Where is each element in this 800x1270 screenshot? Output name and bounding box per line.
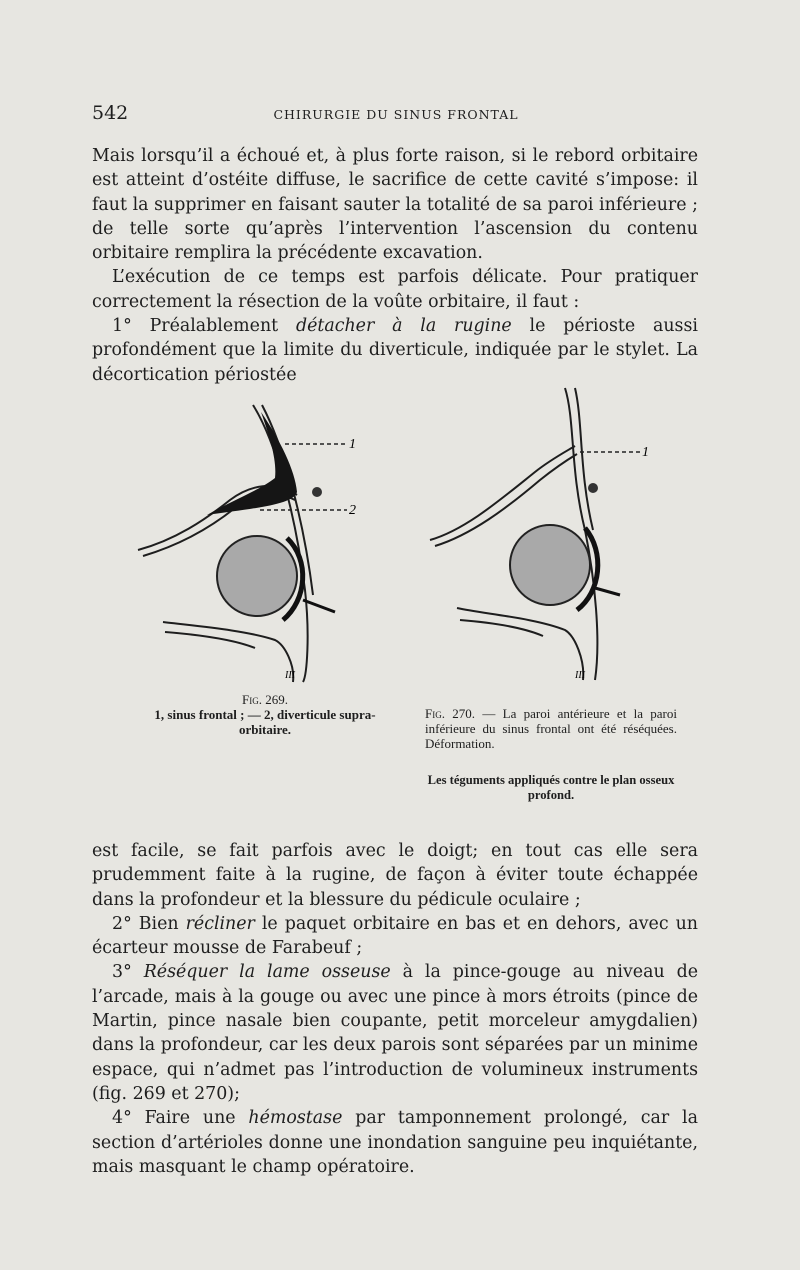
figure-label-1: 1 <box>349 437 356 452</box>
text-run: par tamponnement prolongé, car la section d’artérioles donne une inondation sanguine peu inquiétante, mais masquant le champ opératoire. <box>92 1108 698 1177</box>
figure-label-1: 1 <box>642 445 649 460</box>
paragraph: est facile, se fait parfois avec le doigt; en tout cas elle sera prudemment faite à la rugine, de façon à éviter toute échappée dans la profondeur et la blessure du pédicule oculaire ; <box>92 841 698 910</box>
emphasis-text: Réséquer la lame osseuse <box>143 962 391 983</box>
figure-269-caption <box>140 692 390 737</box>
text-run: 2° Bien <box>112 913 186 934</box>
caption-title: Fig. 269. <box>242 692 288 707</box>
paragraph: L’exécution de ce temps est parfois délicate. Pour pratiquer correctement la résection de la voûte orbitaire, il faut : <box>92 267 698 312</box>
text-run: le périoste aussi profondément que la limite du diverticule, indiquée par le stylet. La décortication périostée <box>92 316 698 385</box>
figure-270-illustration <box>425 380 660 690</box>
figure-270-caption-note: Les téguments appliqués contre le plan osseux profond. <box>427 773 675 802</box>
paragraph <box>92 314 698 387</box>
paragraph <box>92 912 698 961</box>
figure-label-roman: III <box>575 670 585 681</box>
figure-269-illustration <box>135 400 375 690</box>
text-run: 1° Préalablement <box>112 316 296 337</box>
page-header <box>92 102 700 128</box>
figure-269 <box>135 400 375 690</box>
paragraph: Mais lorsqu’il a échoué et, à plus forte raison, si le rebord orbitaire est atteint d’ostéite diffuse, le sacrifice de cette cavité s’impose: il faut la supprimer en faisant sauter la totalité de sa paroi inférieure ; de telle sorte qu’après l’intervention l’ascension du contenu orbitaire remplira la précédente excavation. <box>92 146 698 264</box>
body-text-bottom <box>92 839 698 1179</box>
body-text-top <box>92 144 698 387</box>
page-number: 542 <box>92 102 129 124</box>
paragraph <box>92 1106 698 1179</box>
caption-text: — La paroi antérieure et la paroi inférieure du sinus frontal ont été réséquées. Déformation. <box>425 706 677 751</box>
text-run: 3° <box>112 962 144 983</box>
figure-270 <box>425 380 660 690</box>
caption-title: Fig. 270. <box>425 706 476 721</box>
emphasis-text: récliner <box>185 913 255 934</box>
running-head: CHIRURGIE DU SINUS FRONTAL <box>273 107 519 122</box>
figure-270-caption <box>425 706 677 751</box>
text-run: le paquet orbitaire en bas et en dehors, avec un écarteur mousse de Farabeuf ; <box>92 913 698 959</box>
figure-label-roman: III <box>285 670 295 681</box>
text-run: 4° Faire une <box>112 1108 249 1129</box>
text-run: à la pince-gouge au niveau de l’arcade, mais à la gouge ou avec une pince à mors étroits (pince de Martin, pince nasale bien coupante, petit morceleur amygdalien) dans la profondeur, car les deux parois sont séparées par un minime espace, qui n’admet pas l’introduction de volumineux instruments (fig. 269 et 270); <box>92 962 698 1104</box>
emphasis-text: détacher à la rugine <box>295 316 512 337</box>
figure-label-2: 2 <box>349 503 356 518</box>
caption-text: 1, sinus frontal ; — 2, diverticule supra-orbitaire. <box>154 707 376 737</box>
emphasis-text: hémostase <box>248 1108 343 1129</box>
paragraph <box>92 960 698 1106</box>
